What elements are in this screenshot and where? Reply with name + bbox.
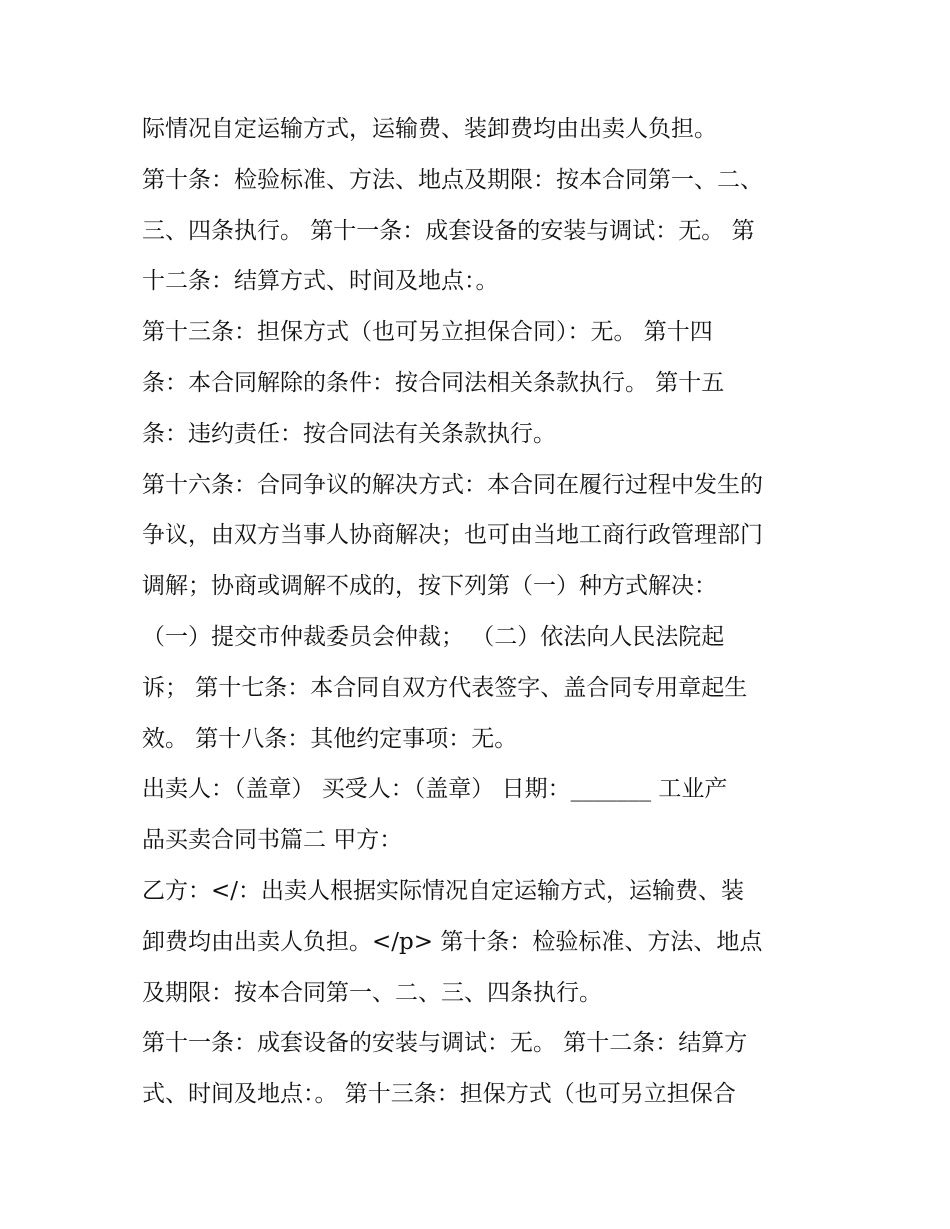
text-line: 出卖人：（盖章） 买受人：（盖章） 日期：_______ 工业产 [142, 776, 728, 803]
text-line: 条：违约责任：按合同法有关条款执行。 [142, 420, 556, 447]
text-line: 争议，由双方当事人协商解决；也可由当地工商行政管理部门 [142, 522, 763, 549]
text-line: 三、四条执行。 第十一条：成套设备的安装与调试：无。 第 [142, 217, 755, 244]
text-line: 及期限：按本合同第一、二、三、四条执行。 [142, 979, 602, 1006]
text-line: 卸费均由出卖人负担。</p> 第十条：检验标准、方法、地点 [142, 928, 763, 955]
text-line: 效。 第十八条：其他约定事项：无。 [142, 725, 518, 752]
text-line: 条：本合同解除的条件：按合同法相关条款执行。 第十五 [142, 369, 725, 396]
text-line: 式、时间及地点：。 第十三条：担保方式（也可另立担保合 [142, 1081, 736, 1108]
text-line: （一）提交市仲裁委员会仲裁； （二）依法向人民法院起 [142, 623, 725, 650]
text-line: 调解；协商或调解不成的，按下列第（一）种方式解决： [142, 573, 717, 600]
document-body [142, 104, 832, 1120]
text-line: 品买卖合同书篇二 甲方： [142, 827, 403, 854]
text-line: 第十三条：担保方式（也可另立担保合同）：无。 第十四 [142, 319, 713, 346]
text-line: 诉； 第十七条：本合同自双方代表签字、盖合同专用章起生 [142, 674, 748, 701]
text-line: 乙方：</：出卖人根据实际情况自定运输方式，运输费、装 [142, 877, 745, 904]
text-line: 第十六条：合同争议的解决方式：本合同在履行过程中发生的 [142, 471, 763, 498]
text-line: 第十一条：成套设备的安装与调试：无。 第十二条：结算方 [142, 1030, 748, 1057]
text-line: 际情况自定运输方式，运输费、装卸费均由出卖人负担。 [142, 116, 717, 142]
text-line: 第十条：检验标准、方法、地点及期限：按本合同第一、二、 [142, 166, 763, 193]
text-line: 十二条：结算方式、时间及地点：。 [142, 268, 499, 295]
